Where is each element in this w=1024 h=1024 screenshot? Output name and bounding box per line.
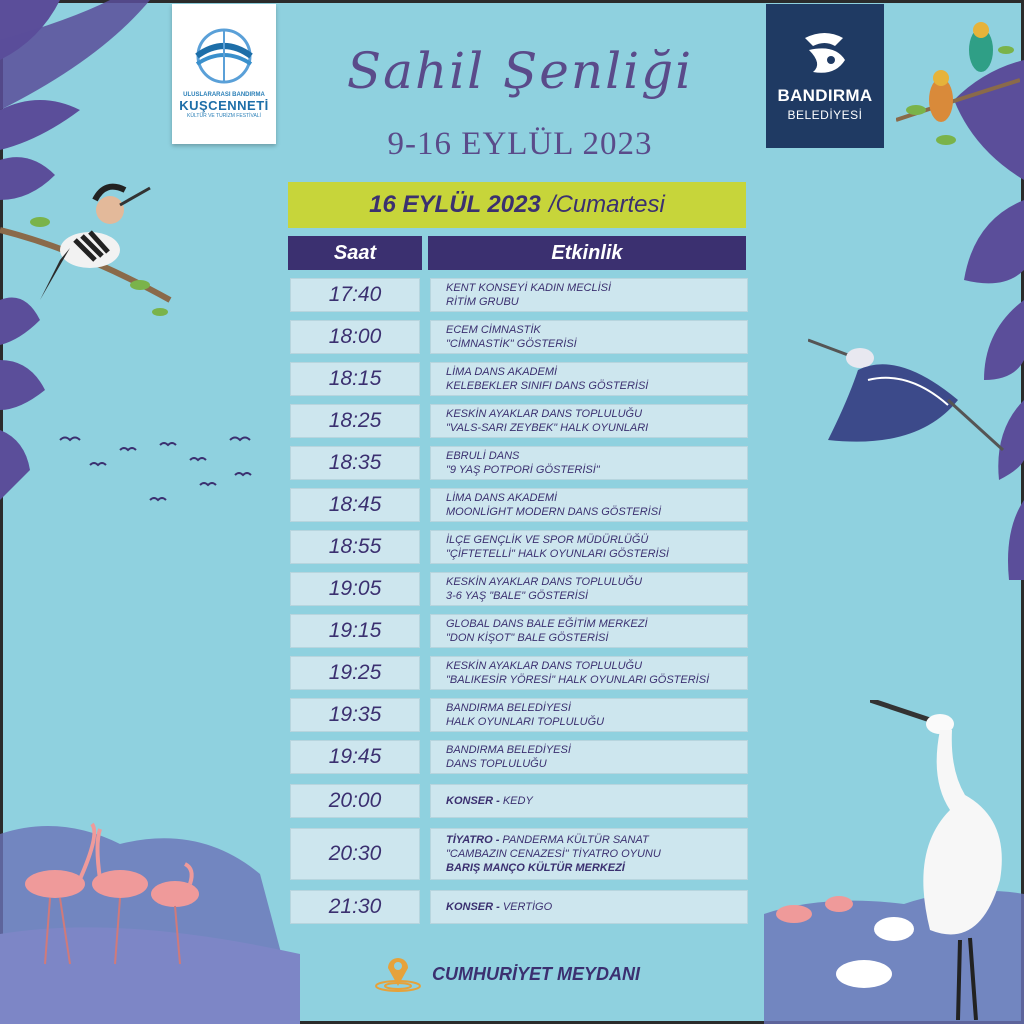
event-line-2: "BALIKESİR YÖRESİ" HALK OYUNLARI GÖSTERİSİ	[446, 674, 710, 686]
schedule-event	[430, 614, 748, 648]
schedule-time: 18:00	[290, 320, 420, 354]
logo-left-line3: KÜLTÜR VE TURİZM FESTİVALİ	[187, 113, 261, 119]
schedule-row	[288, 740, 750, 774]
event-line-1	[446, 533, 748, 547]
schedule-row	[288, 446, 750, 480]
event-title: KESKİN AYAKLAR DANS TOPLULUĞU	[446, 576, 643, 588]
event-line-1	[446, 833, 748, 847]
schedule-time: 18:35	[290, 446, 420, 480]
schedule-row	[288, 404, 750, 438]
event-line-1	[446, 617, 748, 631]
venue	[374, 956, 640, 992]
event-line-1	[446, 323, 748, 337]
schedule-time: 21:30	[290, 890, 420, 924]
schedule-time: 19:45	[290, 740, 420, 774]
globe-wave-icon	[189, 26, 259, 86]
schedule-event	[430, 828, 748, 880]
schedule-event	[430, 740, 748, 774]
event-line-1	[446, 407, 748, 421]
schedule-date: 16 EYLÜL 2023	[369, 191, 541, 218]
event-title: EBRULİ DANS	[446, 450, 520, 462]
event-title: İLÇE GENÇLİK VE SPOR MÜDÜRLÜĞÜ	[446, 534, 649, 546]
column-header-event: Etkinlik	[428, 236, 746, 270]
event-line-1	[446, 701, 748, 715]
bandirma-belediyesi-logo	[766, 4, 884, 148]
schedule-time: 20:30	[290, 828, 420, 880]
event-line-2: "CİMNASTİK" GÖSTERİSİ	[446, 338, 577, 350]
event-line-2: "VALS-SARI ZEYBEK" HALK OYUNLARI	[446, 422, 649, 434]
schedule-time: 18:25	[290, 404, 420, 438]
event-title: BANDIRMA BELEDİYESİ	[446, 702, 571, 714]
page-subtitle: 9-16 EYLÜL 2023	[387, 126, 653, 162]
event-line-2: "DON KİŞOT" BALE GÖSTERİSİ	[446, 632, 609, 644]
event-line-2: DANS TOPLULUĞU	[446, 758, 547, 770]
event-line-1	[446, 900, 748, 914]
event-title: LİMA DANS AKADEMİ	[446, 366, 558, 378]
schedule-event	[430, 572, 748, 606]
event-title: ECEM CİMNASTİK	[446, 324, 541, 336]
event-line-1	[446, 575, 748, 589]
event-type: KONSER -	[446, 795, 503, 807]
logo-right-sub: BELEDİYESİ	[787, 108, 863, 122]
schedule-event	[430, 446, 748, 480]
schedule-time: 18:15	[290, 362, 420, 396]
venue-label: CUMHURİYET MEYDANI	[432, 963, 641, 984]
schedule-time: 18:45	[290, 488, 420, 522]
schedule-weekday: /Cumartesi	[548, 191, 665, 218]
event-line-3: BARIŞ MANÇO KÜLTÜR MERKEZİ	[446, 862, 625, 874]
schedule-row	[288, 890, 750, 924]
flying-birds-icon	[50, 430, 260, 520]
event-line-1	[446, 365, 748, 379]
schedule-event	[430, 488, 748, 522]
event-title: LİMA DANS AKADEMİ	[446, 492, 558, 504]
schedule-time: 20:00	[290, 784, 420, 818]
event-title: VERTİGO	[502, 901, 553, 913]
logo-left-line1: ULUSLARARASI BANDIRMA	[183, 92, 265, 98]
location-pin-icon	[374, 956, 422, 992]
flamingo-lake-icon	[0, 814, 300, 1024]
event-title: KESKİN AYAKLAR DANS TOPLULUĞU	[446, 408, 643, 420]
event-line-2: "ÇİFTETELLİ" HALK OYUNLARI GÖSTERİSİ	[446, 548, 669, 560]
schedule-row	[288, 278, 750, 312]
event-line-2: 3-6 YAŞ "BALE" GÖSTERİSİ	[446, 590, 589, 602]
event-line-1	[446, 794, 748, 808]
egret-icon	[870, 700, 1020, 1020]
event-line-1	[446, 281, 748, 295]
schedule-time: 17:40	[290, 278, 420, 312]
event-type: KONSER -	[446, 901, 503, 913]
schedule-row	[288, 784, 750, 818]
schedule-event	[430, 784, 748, 818]
event-line-2: "9 YAŞ POTPORİ GÖSTERİSİ"	[446, 464, 600, 476]
event-title: PANDERMA KÜLTÜR SANAT	[502, 834, 649, 846]
schedule-time: 19:15	[290, 614, 420, 648]
schedule-row	[288, 656, 750, 690]
schedule-row	[288, 572, 750, 606]
logo-left-line2: KUŞCENNETİ	[179, 98, 269, 113]
schedule-event	[430, 530, 748, 564]
event-title: GLOBAL DANS BALE EĞİTİM MERKEZİ	[446, 618, 648, 630]
event-line-1	[446, 449, 748, 463]
column-header-time: Saat	[288, 236, 422, 270]
event-title: KENT KONSEYİ KADIN MECLİSİ	[446, 282, 612, 294]
schedule-row	[288, 488, 750, 522]
schedule-time: 18:55	[290, 530, 420, 564]
date-banner	[288, 182, 746, 228]
kuscenneti-festival-logo	[172, 4, 276, 144]
event-title: KEDY	[502, 795, 533, 807]
bee-eater-birds-icon	[896, 10, 1020, 160]
schedule-event	[430, 320, 748, 354]
schedule-event	[430, 362, 748, 396]
event-line-1	[446, 491, 748, 505]
event-line-2: "CAMBAZIN CENAZESİ" TİYATRO OYUNU	[446, 848, 661, 860]
schedule-row	[288, 530, 750, 564]
logo-right-name: BANDIRMA	[777, 86, 873, 105]
schedule-time: 19:25	[290, 656, 420, 690]
event-line-2: KELEBEKLER SINIFI DANS GÖSTERİSİ	[446, 380, 649, 392]
schedule-row	[288, 828, 750, 880]
bandirma-emblem-icon	[795, 30, 855, 78]
event-title: KESKİN AYAKLAR DANS TOPLULUĞU	[446, 660, 643, 672]
schedule-event	[430, 278, 748, 312]
schedule-row	[288, 362, 750, 396]
schedule-event	[430, 698, 748, 732]
event-line-2: MOONLİGHT MODERN DANS GÖSTERİSİ	[446, 506, 662, 518]
event-line-1	[446, 743, 748, 757]
heron-flying-icon	[808, 330, 1008, 460]
schedule-time: 19:05	[290, 572, 420, 606]
schedule-row	[288, 614, 750, 648]
page-title: Sahil Şenliği	[346, 42, 694, 100]
event-line-1	[446, 659, 748, 673]
schedule-row	[288, 320, 750, 354]
event-title: BANDIRMA BELEDİYESİ	[446, 744, 571, 756]
event-line-2: HALK OYUNLARI TOPLULUĞU	[446, 716, 605, 728]
schedule-event	[430, 890, 748, 924]
schedule-time: 19:35	[290, 698, 420, 732]
event-type: TİYATRO -	[446, 834, 503, 846]
schedule-event	[430, 404, 748, 438]
schedule-row	[288, 698, 750, 732]
schedule-event	[430, 656, 748, 690]
event-line-2: RİTİM GRUBU	[446, 296, 519, 308]
